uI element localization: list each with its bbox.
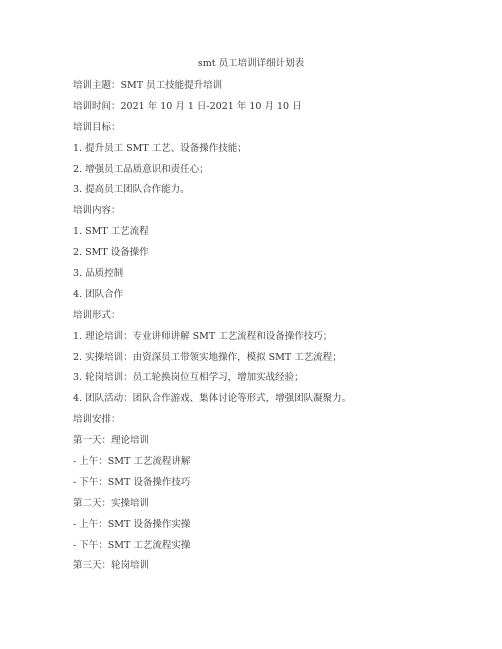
schedule-item: - 上午：SMT 工艺流程讲解	[73, 456, 191, 468]
document-body	[73, 80, 473, 581]
body-list-item: 3. 提高员工团队合作能力。	[73, 184, 190, 196]
body-heading-objectives: 培训目标：	[73, 121, 121, 133]
body-line-training-theme: 培训主题：SMT 员工技能提升培训	[73, 80, 223, 91]
body-list-item: 3. 轮岗培训：员工轮换岗位互相学习，增加实战经验；	[73, 372, 304, 384]
body-list-item: 2. 实操培训：由资深员工带领实地操作，模拟 SMT 工艺流程；	[73, 351, 342, 363]
body-list-item: 1. 理论培训：专业讲师讲解 SMT 工艺流程和设备操作技巧；	[73, 330, 333, 342]
body-heading-format: 培训形式：	[73, 309, 121, 321]
body-list-item: 1. SMT 工艺流程	[73, 226, 149, 238]
schedule-day-heading: 第一天：理论培训	[73, 435, 150, 447]
body-heading-schedule: 培训安排：	[73, 414, 121, 426]
body-list-item: 2. SMT 设备操作	[73, 247, 149, 259]
schedule-day-heading: 第三天：轮岗培训	[73, 560, 150, 572]
schedule-item: - 下午：SMT 工艺流程实操	[73, 539, 191, 551]
body-list-item: 1. 提升员工 SMT 工艺、设备操作技能；	[73, 142, 247, 154]
body-list-item: 4. 团队合作	[73, 288, 124, 300]
body-list-item: 2. 增强员工品质意识和责任心；	[73, 163, 209, 175]
schedule-item: - 上午：SMT 设备操作实操	[73, 518, 191, 530]
schedule-day-heading: 第二天：实操培训	[73, 497, 150, 509]
document-title: smt 员工培训详细计划表	[197, 58, 305, 69]
schedule-item: - 下午：SMT 设备操作技巧	[73, 476, 191, 488]
body-list-item: 3. 品质控制	[73, 268, 124, 280]
body-line-training-time: 培训时间：2021 年 10 月 1 日-2021 年 10 月 10 日	[73, 100, 302, 112]
body-heading-content: 培训内容：	[73, 205, 121, 217]
body-list-item: 4. 团队活动：团队合作游戏、集体讨论等形式，增强团队凝聚力。	[73, 393, 352, 405]
